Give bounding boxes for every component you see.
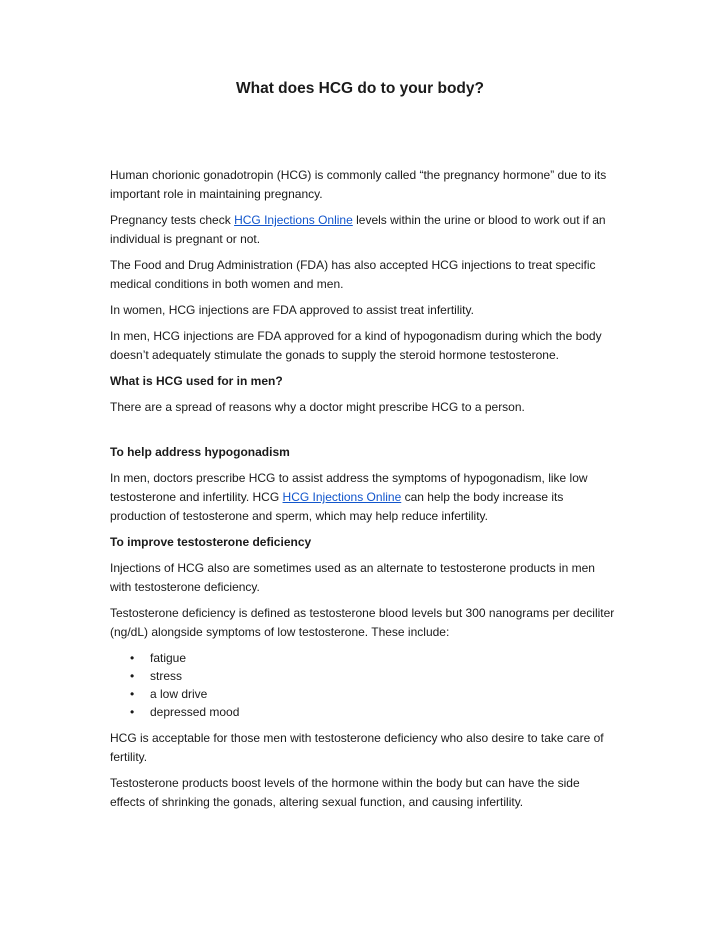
paragraph-side-effects: Testosterone products boost levels of the hormone within the body but can have the side effects of shrinking the gonads, altering sexual function, and causing infertility. <box>110 776 580 809</box>
document-title: What does HCG do to your body? <box>236 80 484 97</box>
bullet-icon: • <box>130 651 135 665</box>
bullet-icon: • <box>130 687 135 701</box>
subheading-testosterone-deficiency: To improve testosterone deficiency <box>110 535 312 549</box>
hcg-injections-link[interactable]: HCG Injections Online <box>234 213 353 227</box>
list-item <box>110 703 615 721</box>
paragraph-text: In men, doctors prescribe HCG to assist address the symptoms of hypogonadism, like low testosterone and infertility. HCG <box>110 471 588 504</box>
paragraph-text: Pregnancy tests check <box>110 213 235 227</box>
list-item-text: stress <box>150 669 183 683</box>
paragraph-women: In women, HCG injections are FDA approved to assist treat infertility. <box>110 303 474 317</box>
list-item <box>110 649 615 667</box>
paragraph-hypogonadism <box>110 469 615 526</box>
document-body <box>110 166 615 819</box>
paragraph-text: levels within the urine or blood to work out if an individual is pregnant or not. <box>110 213 606 246</box>
paragraph-reasons: There are a spread of reasons why a doctor might prescribe HCG to a person. <box>110 400 525 414</box>
symptom-list <box>110 649 615 721</box>
list-item <box>110 667 615 685</box>
list-item-text: fatigue <box>150 651 187 665</box>
paragraph-men: In men, HCG injections are FDA approved for a kind of hypogonadism during which the body doesn’t adequately stimulate the gonads to supply the steroid hormone testosterone. <box>110 329 602 362</box>
paragraph-text: can help the body increase its production of testosterone and sperm, which may help reduce infertility. <box>110 490 564 523</box>
paragraph-pregnancy-tests <box>110 211 615 249</box>
paragraph-definition: Testosterone deficiency is defined as testosterone blood levels but 300 nanograms per deciliter (ng/dL) alongside symptoms of low testosterone. These include: <box>110 606 615 639</box>
list-item-text: depressed mood <box>150 705 240 719</box>
subheading-hypogonadism: To help address hypogonadism <box>110 445 290 459</box>
subheading-used-for-men: What is HCG used for in men? <box>110 374 283 388</box>
bullet-icon: • <box>130 669 135 683</box>
paragraph-fertility: HCG is acceptable for those men with testosterone deficiency who also desire to take care of fertility. <box>110 731 604 764</box>
list-item <box>110 685 615 703</box>
paragraph-intro: Human chorionic gonadotropin (HCG) is commonly called “the pregnancy hormone” due to its important role in maintaining pregnancy. <box>110 168 607 201</box>
paragraph-fda: The Food and Drug Administration (FDA) has also accepted HCG injections to treat specific medical conditions in both women and men. <box>110 258 596 291</box>
hcg-injections-link[interactable]: HCG Injections Online <box>282 490 402 504</box>
list-item-text: a low drive <box>150 687 208 701</box>
paragraph-alternate: Injections of HCG also are sometimes used as an alternate to testosterone products in men with testosterone deficiency. <box>110 561 595 594</box>
bullet-icon: • <box>130 705 135 719</box>
